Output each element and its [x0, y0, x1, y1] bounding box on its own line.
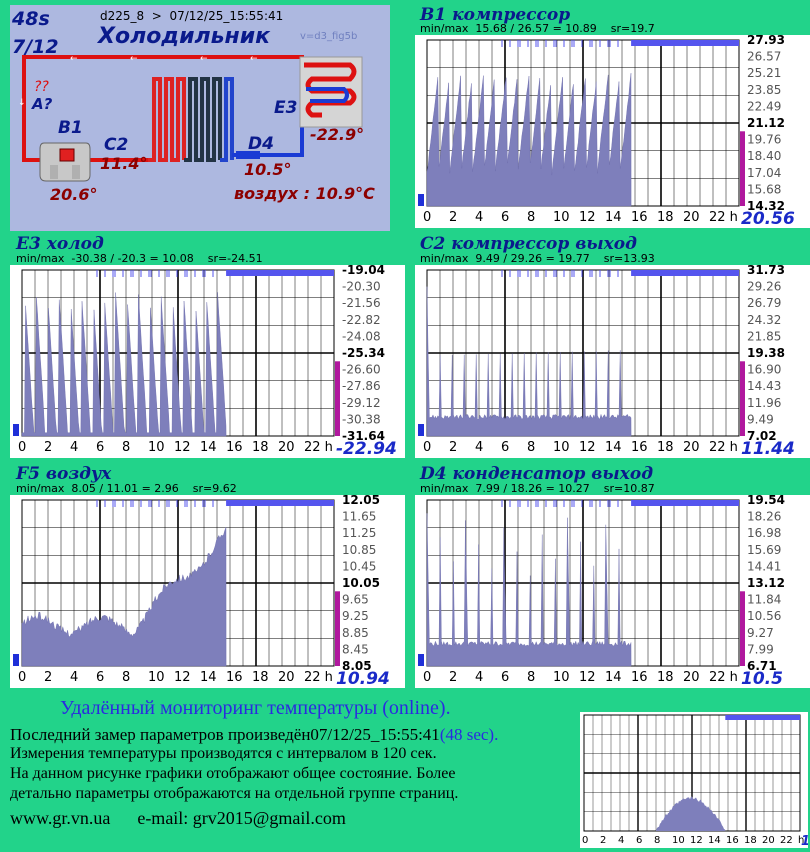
scale-label: 8.85 [342, 625, 369, 640]
scale-label: -31.64 [342, 429, 385, 443]
chart-title-b1: B1 компрессор [420, 5, 571, 25]
flow-arrow-icon: ↓ [18, 98, 26, 108]
footer-contacts [10, 808, 346, 829]
scale-label: 7.02 [747, 429, 777, 443]
mini-hour-label: 10 [672, 835, 685, 846]
level-marker [13, 654, 19, 666]
hour-label: 14 [200, 440, 217, 455]
e3-value: -22.9° [310, 125, 365, 144]
last-measurement-age: (48 sec). [439, 725, 499, 744]
mini-hour-label: 2 [600, 835, 607, 846]
mini-hour-label: 6 [636, 835, 643, 846]
chart-f5-svg [10, 495, 405, 688]
footer-headline: Удалённый мониторинг температуры (online). [60, 697, 451, 719]
hour-label: 2 [44, 440, 53, 455]
scale-label: 23.85 [747, 82, 782, 97]
header-timestamp: d225_8 > 07/12/25_15:55:41 [100, 9, 284, 23]
hour-label: 0 [18, 440, 27, 455]
hour-label: 18 [252, 440, 269, 455]
hour-label: 6 [96, 670, 105, 685]
scale-label: 25.21 [747, 66, 782, 81]
scale-label: 19.76 [747, 132, 782, 147]
hour-label: 6 [501, 440, 510, 455]
chart-f5 [10, 495, 405, 688]
fraction-label: 7/12 [12, 36, 59, 58]
scale-label: -25.34 [342, 346, 385, 360]
footer-line-4: детально параметры отображаются на отдельной группе страниц. [10, 785, 459, 802]
hour-label: 4 [475, 440, 484, 455]
scale-label: -19.04 [342, 265, 385, 277]
b1-label: B1 [58, 118, 83, 138]
hour-label: 18 [657, 670, 674, 685]
hour-label: 8 [527, 440, 536, 455]
current-value: 20.56 [741, 209, 795, 228]
mini-hour-label: 16 [726, 835, 739, 846]
chart-minmax-e3: min/max -30.38 / -20.3 = 10.08 sr=-24.51 [16, 252, 263, 265]
hour-label: 12 [579, 210, 596, 225]
hour-label: 0 [18, 670, 27, 685]
scale-label: -29.12 [342, 395, 381, 410]
mini-hour-label: h [798, 835, 805, 846]
range-marker [335, 361, 340, 436]
chart-title-d4: D4 конденсатор выход [420, 464, 654, 484]
scale-label: 14.32 [747, 199, 785, 213]
current-value: -22.94 [336, 439, 397, 458]
time-indicator-bar [631, 270, 739, 276]
hour-label: 10 [148, 440, 165, 455]
scale-label: 16.98 [747, 526, 782, 541]
footer-line-3: На данном рисунке графики отображают общее состояние. Более [10, 765, 456, 782]
scale-label: 27.93 [747, 35, 785, 47]
scale-label: -22.82 [342, 312, 381, 327]
range-marker [740, 591, 745, 666]
scale-label: 24.32 [747, 312, 782, 327]
hour-label: 8 [527, 670, 536, 685]
scale-label: -27.86 [342, 379, 381, 394]
chart-title-c2: C2 компрессор выход [420, 234, 637, 254]
scale-label: 15.69 [747, 542, 782, 557]
scale-label: 11.84 [747, 592, 782, 607]
time-indicator-bar [631, 40, 739, 46]
hour-label: 4 [70, 670, 79, 685]
range-marker [740, 361, 745, 436]
level-marker [418, 654, 424, 666]
hour-label: 12 [174, 440, 191, 455]
d4-label: D4 [248, 134, 274, 154]
site-link[interactable]: www.gr.vn.ua [10, 808, 111, 828]
scale-label: 8.05 [342, 659, 372, 673]
hour-label: 16 [631, 210, 648, 225]
scale-label: 11.25 [342, 526, 377, 541]
hour-label: 2 [449, 670, 458, 685]
chart-c2 [415, 265, 810, 458]
hour-label: 22 h [709, 440, 738, 455]
scale-label: 11.96 [747, 395, 782, 410]
scale-label: -30.38 [342, 412, 381, 427]
uptime-label: 48s [12, 8, 50, 30]
scale-label: 9.25 [342, 609, 369, 624]
scale-label: 26.57 [747, 49, 782, 64]
schema-panel [10, 5, 390, 231]
flow-arrow-icon: ← [130, 54, 138, 64]
chart-c2-svg [415, 265, 810, 458]
mini-chart-svg [580, 712, 808, 848]
mini-hour-label: 12 [690, 835, 703, 846]
chart-minmax-f5: min/max 8.05 / 11.01 = 2.96 sr=9.62 [16, 482, 237, 495]
flow-arrow-icon: ← [250, 54, 258, 64]
hour-label: 0 [423, 440, 432, 455]
scale-label: 15.68 [747, 182, 782, 197]
condenser-coil [148, 79, 232, 160]
scale-label: 18.40 [747, 149, 782, 164]
refrigerator-diagram [10, 5, 390, 231]
chart-title-f5: F5 воздух [16, 464, 112, 484]
hour-label: 8 [122, 440, 131, 455]
schema-title: Холодильник [98, 24, 271, 49]
scale-label: 6.71 [747, 659, 777, 673]
scale-label: 12.05 [342, 495, 380, 507]
hour-label: 14 [605, 210, 622, 225]
chart-b1-svg [415, 35, 810, 228]
hour-label: 20 [278, 670, 295, 685]
scale-label: 26.79 [747, 296, 782, 311]
hour-label: 22 h [304, 670, 333, 685]
chart-minmax-b1: min/max 15.68 / 26.57 = 10.89 sr=19.7 [420, 22, 655, 35]
scale-label: 10.85 [342, 542, 377, 557]
mini-hour-label: 0 [582, 835, 589, 846]
mini-hour-label: 8 [654, 835, 661, 846]
chart-minmax-c2: min/max 9.49 / 29.26 = 19.77 sr=13.93 [420, 252, 655, 265]
footer-line-2: Измерения температуры производятся с интервалом в 120 сек. [10, 745, 437, 762]
hour-label: 2 [449, 210, 458, 225]
air-temperature: воздух : 10.9°C [234, 184, 375, 203]
scale-label: 9.65 [342, 592, 369, 607]
b1-value: 20.6° [50, 185, 98, 204]
time-indicator-bar [226, 270, 334, 276]
chart-b1 [415, 35, 810, 228]
chart-title-e3: E3 холод [16, 234, 104, 254]
scale-label: 14.41 [747, 559, 782, 574]
hour-label: 18 [252, 670, 269, 685]
mini-chart [580, 712, 808, 848]
email-link[interactable]: e-mail: grv2015@gmail.com [137, 808, 346, 828]
scale-label: 19.38 [747, 346, 785, 360]
scale-label: 8.45 [342, 642, 369, 657]
chart-d4-svg [415, 495, 810, 688]
hour-label: 10 [553, 210, 570, 225]
hour-label: 16 [226, 440, 243, 455]
scale-label: 21.85 [747, 329, 782, 344]
hour-label: 20 [278, 440, 295, 455]
hour-label: 22 h [709, 670, 738, 685]
hour-label: 14 [605, 440, 622, 455]
current-value: 10.94 [336, 669, 390, 688]
scale-label: 14.43 [747, 379, 782, 394]
level-marker [13, 424, 19, 436]
hour-label: 6 [501, 670, 510, 685]
last-measurement: Последний замер параметров произведён07/12/25_15:55:41 [10, 725, 440, 744]
scale-label: 21.12 [747, 116, 785, 130]
scale-label: 9.27 [747, 625, 774, 640]
scale-label: 10.05 [342, 576, 380, 590]
mini-hour-label: 22 [780, 835, 793, 846]
hour-label: 4 [475, 670, 484, 685]
hour-label: 16 [631, 440, 648, 455]
flag-label: ?? [34, 79, 49, 95]
mini-hour-label: 4 [618, 835, 625, 846]
scale-label: 10.45 [342, 559, 377, 574]
hour-label: 14 [200, 670, 217, 685]
hour-label: 16 [226, 670, 243, 685]
mini-hour-label: 20 [762, 835, 775, 846]
hour-label: 6 [96, 440, 105, 455]
mini-hour-label: 18 [744, 835, 757, 846]
footer-line-1 [10, 725, 498, 745]
scale-label: 31.73 [747, 265, 785, 277]
hour-label: 20 [683, 440, 700, 455]
hour-label: 6 [501, 210, 510, 225]
level-marker [418, 424, 424, 436]
time-indicator-bar [631, 500, 739, 506]
c2-value: 11.4° [100, 154, 148, 173]
scale-label: 9.49 [747, 412, 774, 427]
d4-value: 10.5° [244, 160, 292, 179]
scale-label: 7.99 [747, 642, 774, 657]
hour-label: 20 [683, 210, 700, 225]
hour-label: 2 [44, 670, 53, 685]
hour-label: 22 h [709, 210, 738, 225]
scale-label: -20.30 [342, 279, 381, 294]
hour-label: 2 [449, 440, 458, 455]
hour-label: 12 [174, 670, 191, 685]
hour-label: 22 h [304, 440, 333, 455]
hour-label: 20 [683, 670, 700, 685]
scale-label: 22.49 [747, 99, 782, 114]
hour-label: 10 [553, 440, 570, 455]
hour-label: 12 [579, 670, 596, 685]
current-value: 10.5 [741, 669, 783, 688]
scale-label: 16.90 [747, 362, 782, 377]
scale-label: 10.56 [747, 609, 782, 624]
chart-d4 [415, 495, 810, 688]
hour-label: 4 [70, 440, 79, 455]
hour-label: 10 [148, 670, 165, 685]
hour-label: 4 [475, 210, 484, 225]
range-marker [335, 591, 340, 666]
scale-label: -24.08 [342, 329, 381, 344]
scale-label: -26.60 [342, 362, 381, 377]
hour-label: 0 [423, 210, 432, 225]
hour-label: 18 [657, 440, 674, 455]
mini-time-bar [725, 715, 800, 720]
sensor-a-label: A? [32, 95, 53, 113]
scale-label: -21.56 [342, 296, 381, 311]
scale-label: 13.12 [747, 576, 785, 590]
scale-label: 17.04 [747, 165, 782, 180]
time-indicator-bar [226, 500, 334, 506]
scale-label: 19.54 [747, 495, 785, 507]
c2-label: C2 [104, 135, 129, 155]
chart-e3-svg [10, 265, 405, 458]
scale-label: 11.65 [342, 509, 377, 524]
e3-label: E3 [274, 98, 298, 118]
flow-arrow-icon: ← [70, 54, 78, 64]
chart-e3 [10, 265, 405, 458]
scale-label: 18.26 [747, 509, 782, 524]
version-label: v=d3_fig5b [300, 31, 358, 42]
mini-current-value [801, 834, 808, 848]
current-value: 11.44 [741, 439, 795, 458]
range-marker [740, 131, 745, 206]
flow-arrow-icon: ← [200, 54, 208, 64]
hour-label: 14 [605, 670, 622, 685]
chart-minmax-d4: min/max 7.99 / 18.26 = 10.27 sr=10.87 [420, 482, 655, 495]
level-marker [418, 194, 424, 206]
hour-label: 8 [122, 670, 131, 685]
hour-label: 8 [527, 210, 536, 225]
hour-label: 12 [579, 440, 596, 455]
hour-label: 16 [631, 670, 648, 685]
compressor-icon [40, 143, 90, 181]
hour-label: 18 [657, 210, 674, 225]
mini-hour-label: 14 [708, 835, 721, 846]
hour-label: 10 [553, 670, 570, 685]
scale-label: 29.26 [747, 279, 782, 294]
hour-label: 0 [423, 670, 432, 685]
